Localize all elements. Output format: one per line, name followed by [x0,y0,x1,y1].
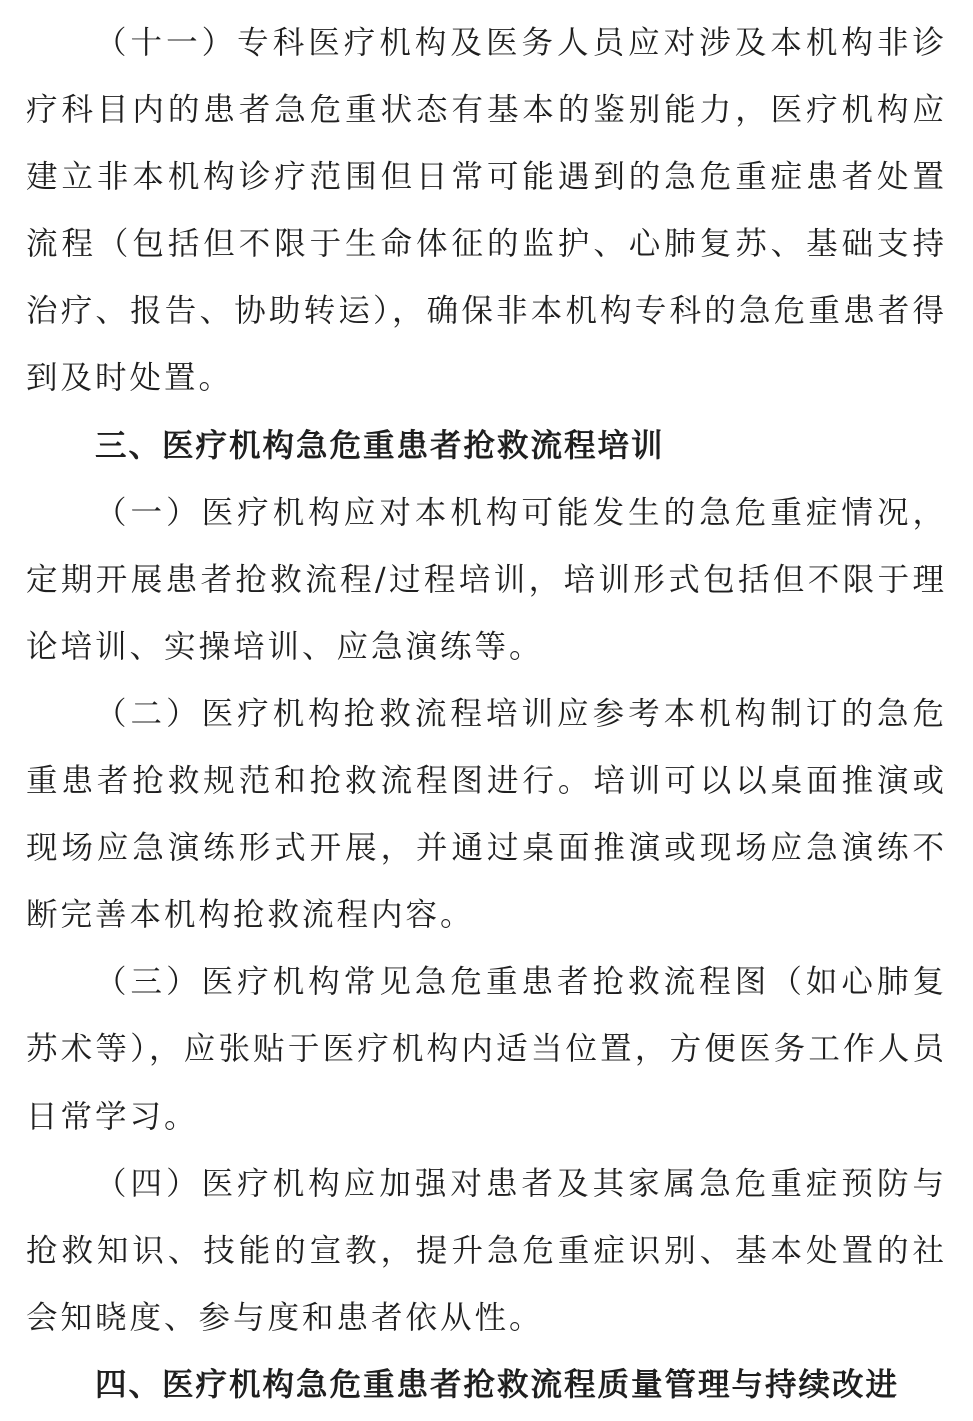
paragraph-11-first-aid-process: （十一）专科医疗机构及医务人员应对涉及本机构非诊疗科目内的患者急危重状态有基本的鉴别能力，医疗机构应建立非本机构诊疗范围但日常可能遇到的急危重症患者处置流程（包括但不限于生命体征的监护、心肺复苏、基础支持治疗、报告、协助转运），确保非本机构专科的急危重患者得到及时处置。 [26,25,947,397]
section-heading-3-training: 三、医疗机构急危重患者抢救流程培训 [95,427,665,464]
paragraph-training-2: （二）医疗机构抢救流程培训应参考本机构制订的急危重患者抢救规范和抢救流程图进行。培训可以以桌面推演或现场应急演练形式开展，并通过桌面推演或现场应急演练不断完善本机构抢救流程内容。 [26,695,947,934]
paragraph-training-4: （四）医疗机构应加强对患者及其家属急危重症预防与抢救知识、技能的宣教，提升急危重症识别、基本处置的社会知晓度、参与度和患者依从性。 [26,1165,947,1336]
section-heading-4-quality: 四、医疗机构急危重患者抢救流程质量管理与持续改进 [95,1366,900,1403]
document-body [26,10,947,1419]
paragraph-training-1: （一）医疗机构应对本机构可能发生的急危重症情况，定期开展患者抢救流程/过程培训，培训形式包括但不限于理论培训、实操培训、应急演练等。 [26,494,947,665]
paragraph-training-3: （三）医疗机构常见急危重患者抢救流程图（如心肺复苏术等），应张贴于医疗机构内适当位置，方便医务工作人员日常学习。 [26,964,947,1135]
